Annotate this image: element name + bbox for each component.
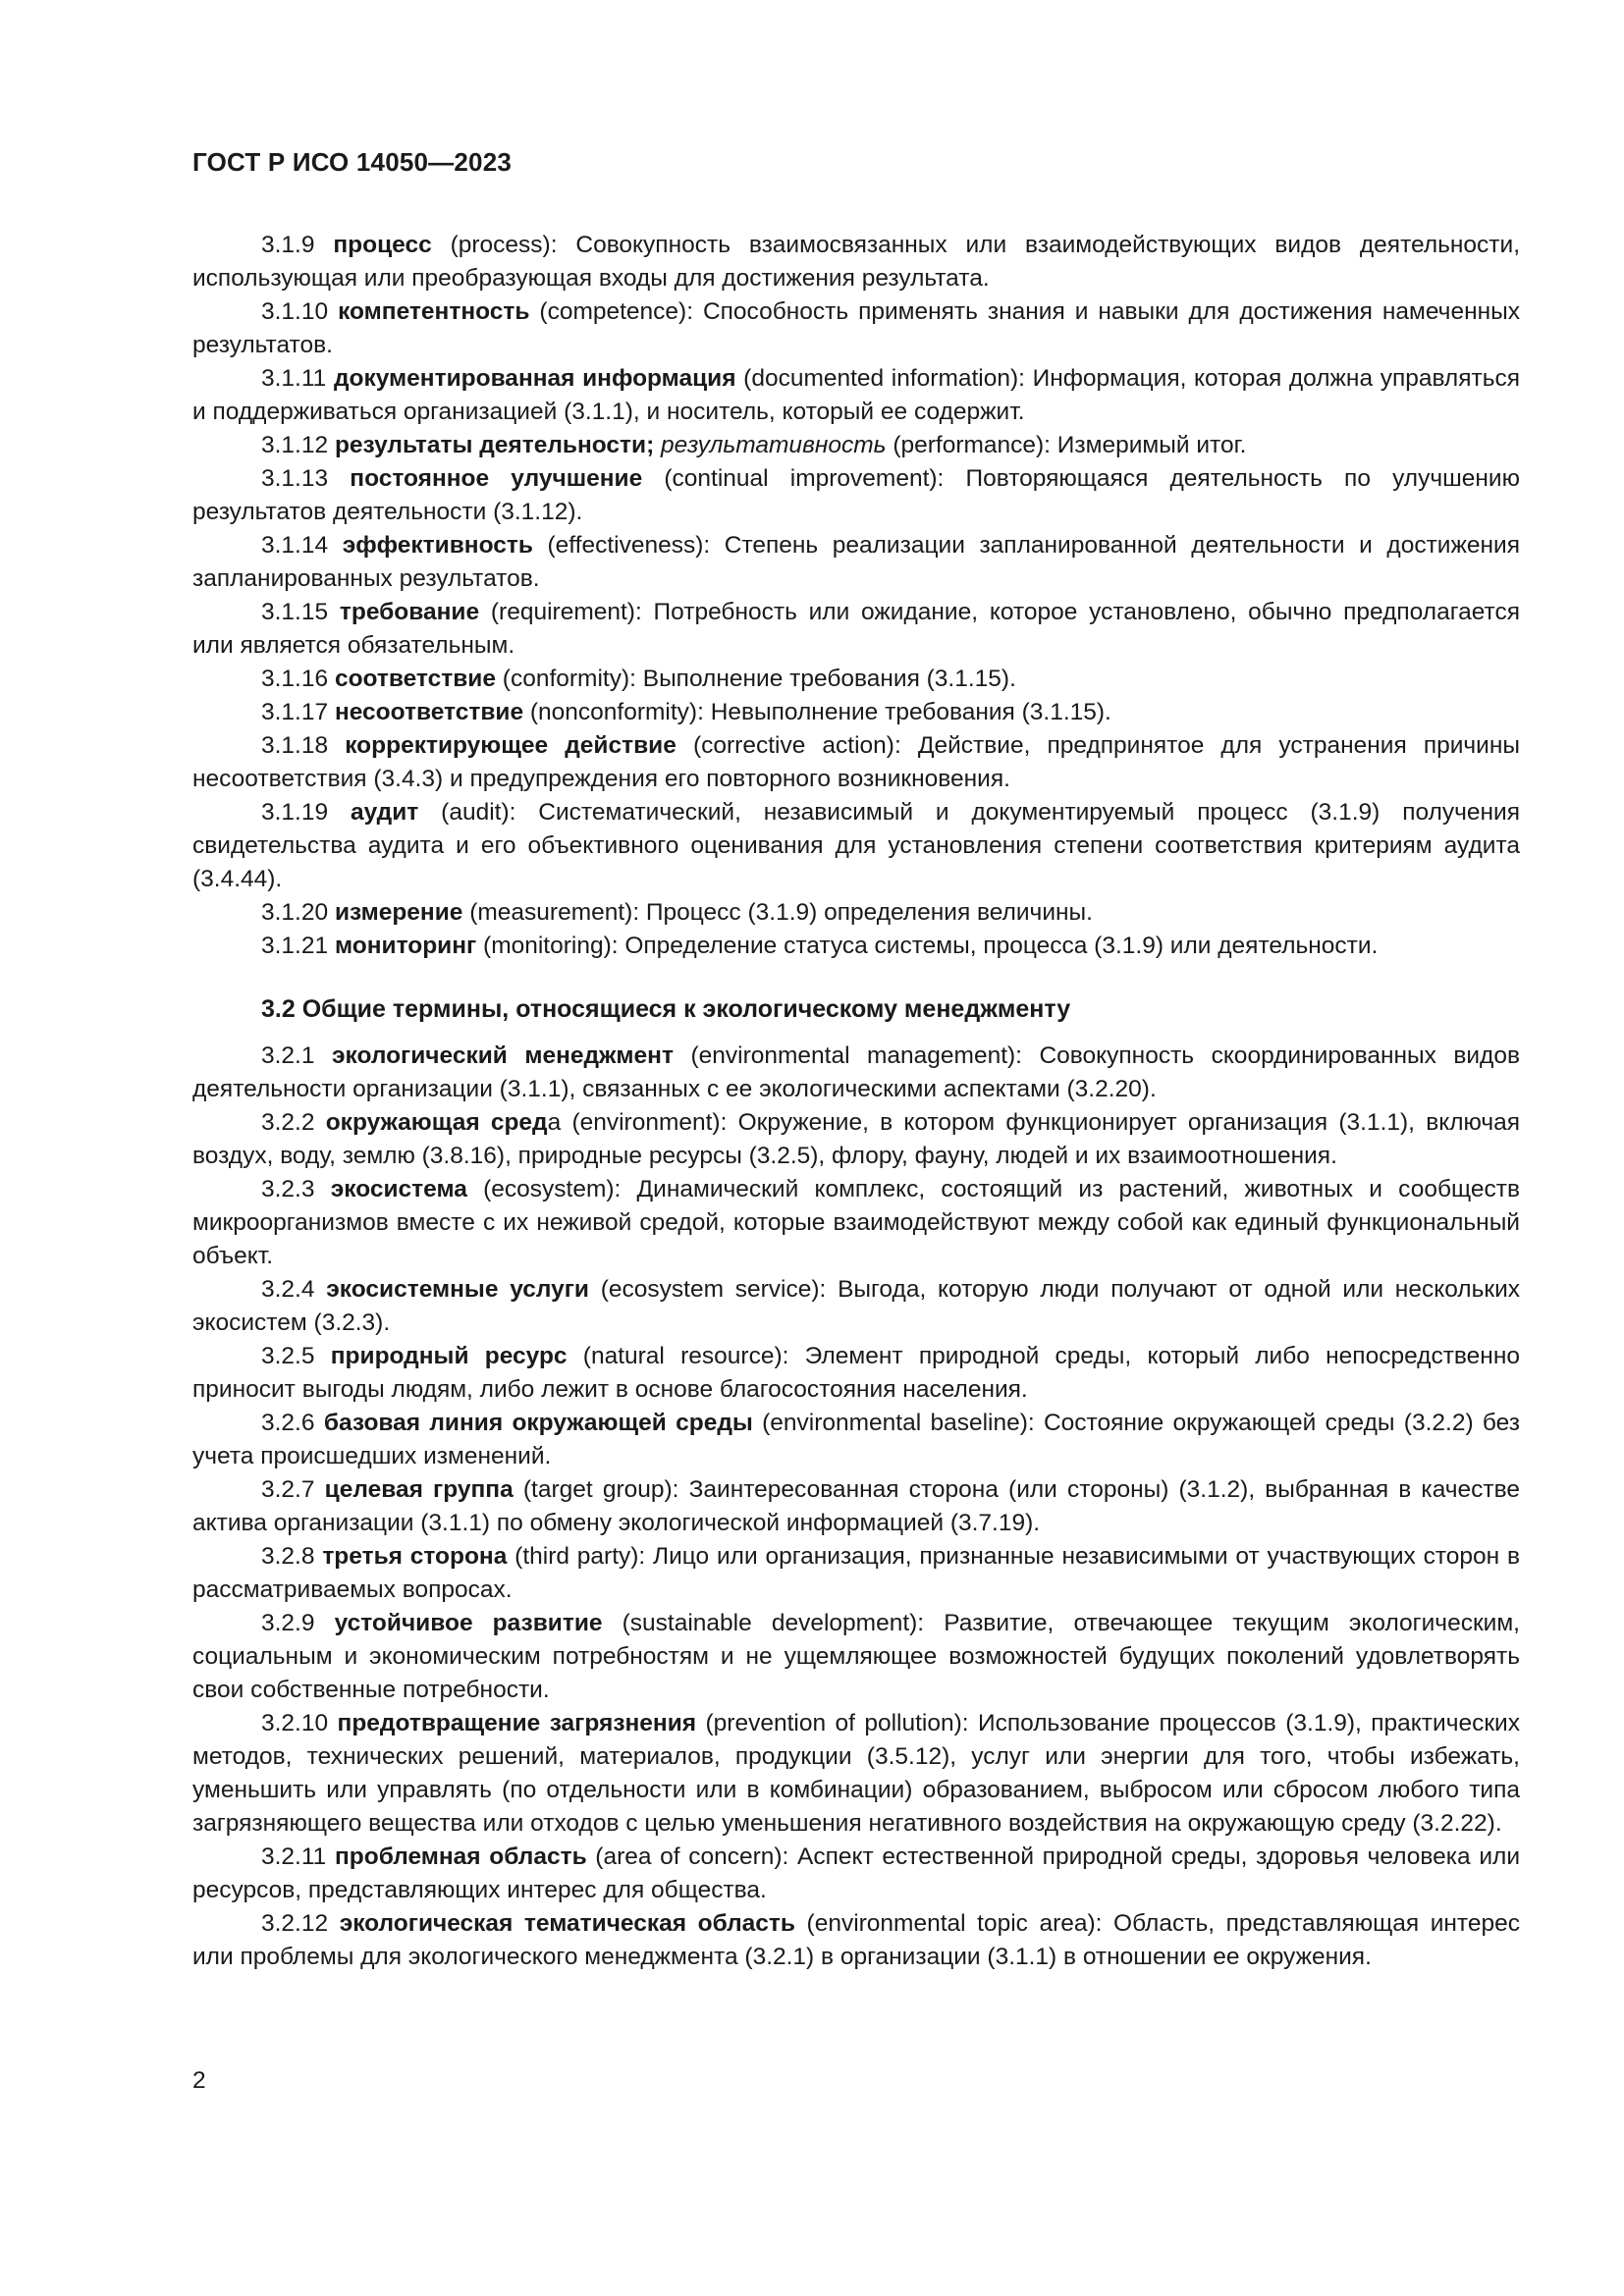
- section-3-2-definitions: [192, 1040, 1520, 1974]
- definition-term: целевая группа: [324, 1476, 514, 1503]
- definition-number: 3.2.9: [261, 1610, 315, 1636]
- definition-number: 3.2.1: [261, 1042, 315, 1069]
- definition-entry: [192, 1340, 1520, 1407]
- definition-number: 3.1.21: [261, 933, 329, 959]
- definition-term: экосистема: [330, 1176, 467, 1202]
- definition-text: (environmental baseline): Состояние окружающей среды (3.2.2) без учета происшедших изменений.: [192, 1410, 1520, 1469]
- definition-text: (audit): Систематический, независимый и документируемый процесс (3.1.9) получения свидетельства аудита и его объективного оценивания для установления степени соответствия критериям аудита (3.4.44).: [192, 799, 1520, 892]
- definition-entry: [192, 362, 1520, 429]
- definition-term: устойчивое развитие: [334, 1610, 603, 1636]
- definition-text: (measurement): Процесс (3.1.9) определения величины.: [462, 899, 1093, 926]
- definition-text: (prevention of pollution): Использование процессов (3.1.9), практических методов, технических решений, материалов, продукции (3.5.12), услуг или энергии для того, чтобы избежать, уменьшить или управлять (по отдельности или в комбинации) образованием, выбросом или сбросом любого типа загрязняющего вещества или отходов с целью уменьшения негативного воздействия на окружающую среду (3.2.22).: [192, 1710, 1520, 1837]
- definition-term: предотвращение загрязнения: [337, 1710, 697, 1736]
- definition-number: 3.2.7: [261, 1476, 315, 1503]
- definition-number: 3.1.18: [261, 732, 329, 759]
- definition-text: (monitoring): Определение статуса системы, процесса (3.1.9) или деятельности.: [476, 933, 1379, 959]
- definition-number: 3.1.9: [261, 232, 315, 258]
- definition-number: 3.1.16: [261, 666, 329, 692]
- page-number: 2: [192, 2067, 206, 2094]
- definition-entry: [192, 462, 1520, 529]
- definition-text: (documented information): Информация, которая должна управляться и поддерживаться организацией (3.1.1), и носитель, который ее содержит.: [192, 365, 1520, 425]
- definition-text: (process): Совокупность взаимосвязанных или взаимодействующих видов деятельности, использующая или преобразующая входы для достижения результата.: [192, 232, 1521, 292]
- definition-number: 3.2.11: [261, 1843, 327, 1870]
- section-3-1-definitions: [192, 229, 1520, 963]
- definition-entry: [192, 1106, 1520, 1173]
- definition-entry: [192, 1540, 1520, 1607]
- definition-entry: [192, 1407, 1520, 1473]
- definition-text: а (environment): Окружение, в котором функционирует организация (3.1.1), включая воздух, воду, землю (3.8.16), природные ресурсы (3.2.5), флору, фауну, людей и их взаимоотношения.: [192, 1109, 1520, 1169]
- definition-entry: [192, 896, 1520, 930]
- definition-text: (area of concern): Аспект естественной природной среды, здоровья человека или ресурсов, представляющих интерес для общества.: [192, 1843, 1521, 1903]
- definition-term: измерение: [334, 899, 463, 926]
- definition-text: (ecosystem): Динамический комплекс, состоящий из растений, животных и сообществ микроорганизмов вместе с их неживой средой, которые взаимодействуют между собой как единый функциональный объект.: [192, 1176, 1520, 1269]
- definition-text: (performance): Измеримый итог.: [886, 432, 1247, 458]
- definition-term: экологический менеджмент: [332, 1042, 674, 1069]
- definition-entry: [192, 1273, 1520, 1340]
- definition-text: (third party): Лицо или организация, признанные независимыми от участвующих сторон в рассматриваемых вопросах.: [192, 1543, 1520, 1603]
- definition-number: 3.1.12: [261, 432, 329, 458]
- definition-entry: [192, 729, 1520, 796]
- definition-number: 3.2.6: [261, 1410, 315, 1436]
- definition-number: 3.2.2: [261, 1109, 315, 1136]
- definition-number: 3.2.8: [261, 1543, 315, 1570]
- definition-number: 3.1.20: [261, 899, 329, 926]
- section-heading: 3.2 Общие термины, относящиеся к экологическому менеджменту: [261, 995, 1071, 1023]
- definition-number: 3.1.19: [261, 799, 329, 826]
- definition-term: процесс: [333, 232, 432, 258]
- definition-entry: [192, 529, 1520, 596]
- definition-term: природный ресурс: [330, 1343, 568, 1369]
- definition-entry: [192, 596, 1520, 663]
- definition-number: 3.2.10: [261, 1710, 329, 1736]
- definition-text: (nonconformity): Невыполнение требования (3.1.15).: [523, 699, 1111, 725]
- document-header: ГОСТ Р ИСО 14050—2023: [192, 147, 513, 177]
- definition-term: мониторинг: [334, 933, 477, 959]
- definition-text: (continual improvement): Повторяющаяся деятельность по улучшению результатов деятельности (3.1.12).: [192, 465, 1520, 525]
- definition-entry: [192, 696, 1520, 729]
- definition-number: 3.1.15: [261, 599, 329, 625]
- definition-text: (natural resource): Элемент природной среды, который либо непосредственно приносит выгоды людям, либо лежит в основе благосостояния населения.: [192, 1343, 1520, 1403]
- definition-term: эффективность: [342, 532, 533, 559]
- definition-number: 3.1.17: [261, 699, 329, 725]
- definition-term: экосистемные услуги: [326, 1276, 589, 1303]
- definition-text: (effectiveness): Степень реализации запланированной деятельности и достижения запланированных результатов.: [192, 532, 1520, 592]
- definition-entry: [192, 930, 1520, 963]
- definition-number: 3.1.14: [261, 532, 329, 559]
- definition-text: (sustainable development): Развитие, отвечающее текущим экологическим, социальным и экономическим потребностям и не ущемляющее возможностей будущих поколений удовлетворять свои собственные потребности.: [192, 1610, 1520, 1703]
- definition-number: 3.2.4: [261, 1276, 315, 1303]
- definition-text: (corrective action): Действие, предпринятое для устранения причины несоответствия (3.4.3) и предупреждения его повторного возникновения.: [192, 732, 1520, 792]
- definition-term: соответствие: [334, 666, 496, 692]
- definition-term: требование: [339, 599, 480, 625]
- definition-term: постоянное улучшение: [350, 465, 643, 492]
- definition-term: аудит: [351, 799, 419, 826]
- definition-entry: [192, 295, 1520, 362]
- definition-term: окружающая сред: [325, 1109, 548, 1136]
- definition-text: (environmental topic area): Область, представляющая интерес или проблемы для экологического менеджмента (3.2.1) в организации (3.1.1) в отношении ее окружения.: [192, 1910, 1520, 1970]
- definition-term: корректирующее действие: [345, 732, 677, 759]
- definition-entry: [192, 1907, 1520, 1974]
- definition-number: 3.1.13: [261, 465, 329, 492]
- definition-entry: [192, 1040, 1520, 1106]
- definition-text: (ecosystem service): Выгода, которую люди получают от одной или нескольких экосистем (3.2.3).: [192, 1276, 1521, 1336]
- definition-entry: [192, 1841, 1520, 1907]
- definition-term: компетентность: [338, 298, 530, 325]
- definition-text: (target group): Заинтересованная сторона (или стороны) (3.1.2), выбранная в качестве актива организации (3.1.1) по обмену экологической информацией (3.7.19).: [192, 1476, 1521, 1536]
- definition-entry: [192, 1607, 1520, 1707]
- definition-term: проблемная область: [334, 1843, 587, 1870]
- definition-text: (environmental management): Совокупность скоординированных видов деятельности организации (3.1.1), связанных с ее экологическими аспектами (3.2.20).: [192, 1042, 1520, 1102]
- definition-entry: [192, 1473, 1520, 1540]
- definition-number: 3.2.12: [261, 1910, 329, 1937]
- definition-number: 3.1.11: [261, 365, 327, 392]
- definition-text: (conformity): Выполнение требования (3.1.15).: [495, 666, 1016, 692]
- definition-number: 3.2.3: [261, 1176, 315, 1202]
- definition-term: базовая линия окружающей среды: [323, 1410, 753, 1436]
- definition-number: 3.1.10: [261, 298, 329, 325]
- definition-alt-term: результативность: [654, 432, 887, 458]
- definition-entry: [192, 796, 1520, 896]
- definition-entry: [192, 1173, 1520, 1273]
- definition-entry: [192, 429, 1520, 462]
- definition-entry: [192, 229, 1520, 295]
- definition-entry: [192, 663, 1520, 696]
- definition-text: (requirement): Потребность или ожидание, которое установлено, обычно предполагается или является обязательным.: [192, 599, 1520, 659]
- definition-term: результаты деятельности;: [334, 432, 655, 458]
- definition-number: 3.2.5: [261, 1343, 315, 1369]
- document-page: [192, 147, 1520, 1974]
- definition-entry: [192, 1707, 1520, 1841]
- definition-text: (competence): Способность применять знания и навыки для достижения намеченных результатов.: [192, 298, 1520, 358]
- definition-term: экологическая тематическая область: [339, 1910, 795, 1937]
- definition-term: документированная информация: [333, 365, 736, 392]
- definition-term: несоответствие: [334, 699, 524, 725]
- definition-term: третья сторона: [322, 1543, 508, 1570]
